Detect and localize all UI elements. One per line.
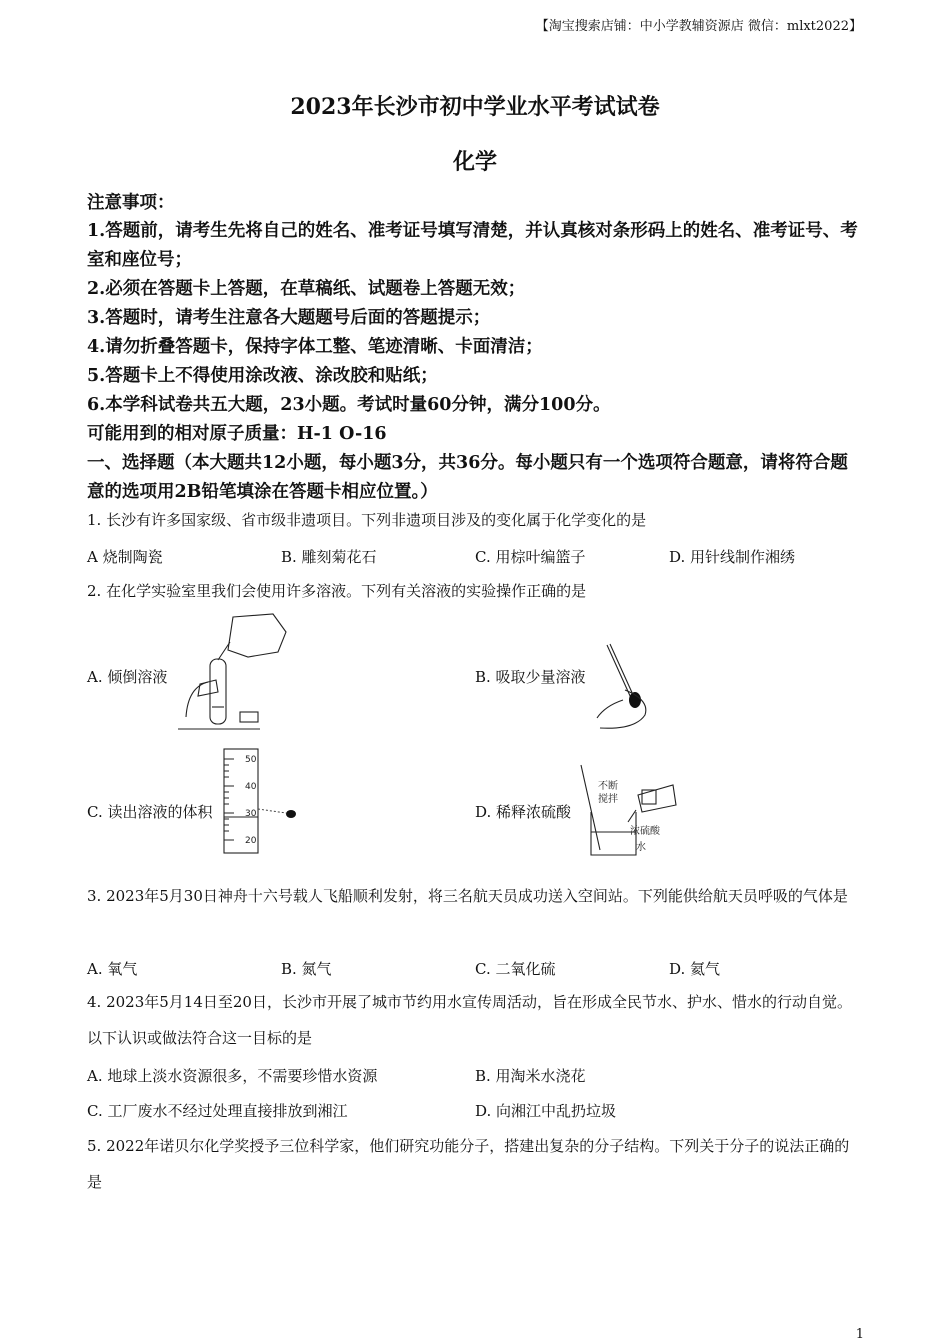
q4-option-d: D. 向湘江中乱扔垃圾 (475, 1102, 617, 1120)
cylinder-mark: 20 (245, 836, 257, 846)
q3-option-d: D. 氦气 (669, 960, 721, 978)
atomic-mass: 可能用到的相对原子质量：H-1 O-16 (87, 424, 387, 444)
label-acid: 浓硫酸 (630, 826, 660, 837)
question-5-stem: 5. 2022年诺贝尔化学奖授予三位科学家，他们研究功能分子，搭建出复杂的分子结构。下列关于分子的说法正确的是 (87, 1137, 850, 1191)
q1-option-d: D. 用针线制作湘绣 (669, 548, 796, 566)
dropper-figure (595, 640, 665, 735)
notice-item: 6.本学科试卷共五大题，23小题。考试时量60分钟，满分100分。 (87, 395, 611, 415)
question-3-stem: 3. 2023年5月30日神舟十六号载人飞船顺利发射，将三名航天员成功送入空间站。下列能供给航天员呼吸的气体是 (87, 887, 848, 905)
eye-icon (286, 810, 296, 818)
q4-option-a: A. 地球上淡水资源很多，不需要珍惜水资源 (87, 1067, 378, 1085)
cylinder-mark: 30 (245, 809, 257, 819)
dilute-acid-figure (578, 760, 678, 860)
q1-option-a: A 烧制陶瓷 (87, 548, 163, 566)
q3-option-b: B. 氮气 (281, 960, 332, 978)
graduated-cylinder-figure (218, 747, 303, 857)
cylinder-ticks (224, 759, 234, 840)
label-stir: 不断 (598, 781, 618, 792)
q3-option-c: C. 二氧化硫 (475, 960, 556, 978)
q2-option-c: C. 读出溶液的体积 (87, 803, 213, 821)
notice-item: 5.答题卡上不得使用涂改液、涂改胶和贴纸； (87, 366, 438, 386)
q4-option-c: C. 工厂废水不经过处理直接排放到湘江 (87, 1102, 348, 1120)
subject-title: 化学 (452, 149, 497, 175)
exam-title: 2023年长沙市初中学业水平考试试卷 (290, 94, 660, 120)
notice-heading: 注意事项： (87, 193, 175, 213)
q2-option-a: A. 倾倒溶液 (87, 668, 168, 686)
notice-item: 4.请勿折叠答题卡，保持字体工整、笔迹清晰、卡面清洁； (87, 337, 543, 357)
label-stir-2: 搅拌 (598, 794, 618, 805)
q1-option-c: C. 用棕叶编篮子 (475, 548, 586, 566)
cylinder-mark: 40 (245, 782, 257, 792)
q1-option-b: B. 雕刻菊花石 (281, 548, 377, 566)
question-1-stem: 1. 长沙有许多国家级、省市级非遗项目。下列非遗项目涉及的变化属于化学变化的是 (87, 511, 647, 529)
pour-liquid-figure (178, 612, 293, 732)
q2-option-b: B. 吸取少量溶液 (475, 668, 586, 686)
section-heading: 一、选择题（本大题共12小题，每小题3分，共36分。每小题只有一个选项符合题意，请将符合题意的选项用2B铅笔填涂在答题卡相应位置。） (87, 453, 848, 502)
q3-option-a: A. 氧气 (87, 960, 138, 978)
notice-item: 3.答题时，请考生注意各大题题号后面的答题提示； (87, 308, 491, 328)
notice-item: 2.必须在答题卡上答题，在草稿纸、试题卷上答题无效； (87, 279, 526, 299)
cylinder-mark: 50 (245, 755, 257, 765)
q2-option-d: D. 稀释浓硫酸 (475, 803, 572, 821)
question-4-stem: 4. 2023年5月14日至20日，长沙市开展了城市节约用水宣传周活动，旨在形成全民节水、护水、惜水的行动自觉。以下认识或做法符合这一目标的是 (87, 993, 852, 1047)
question-2-stem: 2. 在化学实验室里我们会使用许多溶液。下列有关溶液的实验操作正确的是 (87, 582, 587, 600)
notice-item: 1.答题前，请考生先将自己的姓名、准考证号填写清楚，并认真核对条形码上的姓名、准考证号、考室和座位号； (87, 221, 858, 270)
label-water: 水 (636, 842, 646, 853)
q4-option-b: B. 用淘米水浇花 (475, 1067, 586, 1085)
header-note: 【淘宝搜索店铺：中小学教辅资源店 微信：mlxt2022】 (535, 19, 862, 34)
page-number: 1 (855, 1327, 864, 1342)
